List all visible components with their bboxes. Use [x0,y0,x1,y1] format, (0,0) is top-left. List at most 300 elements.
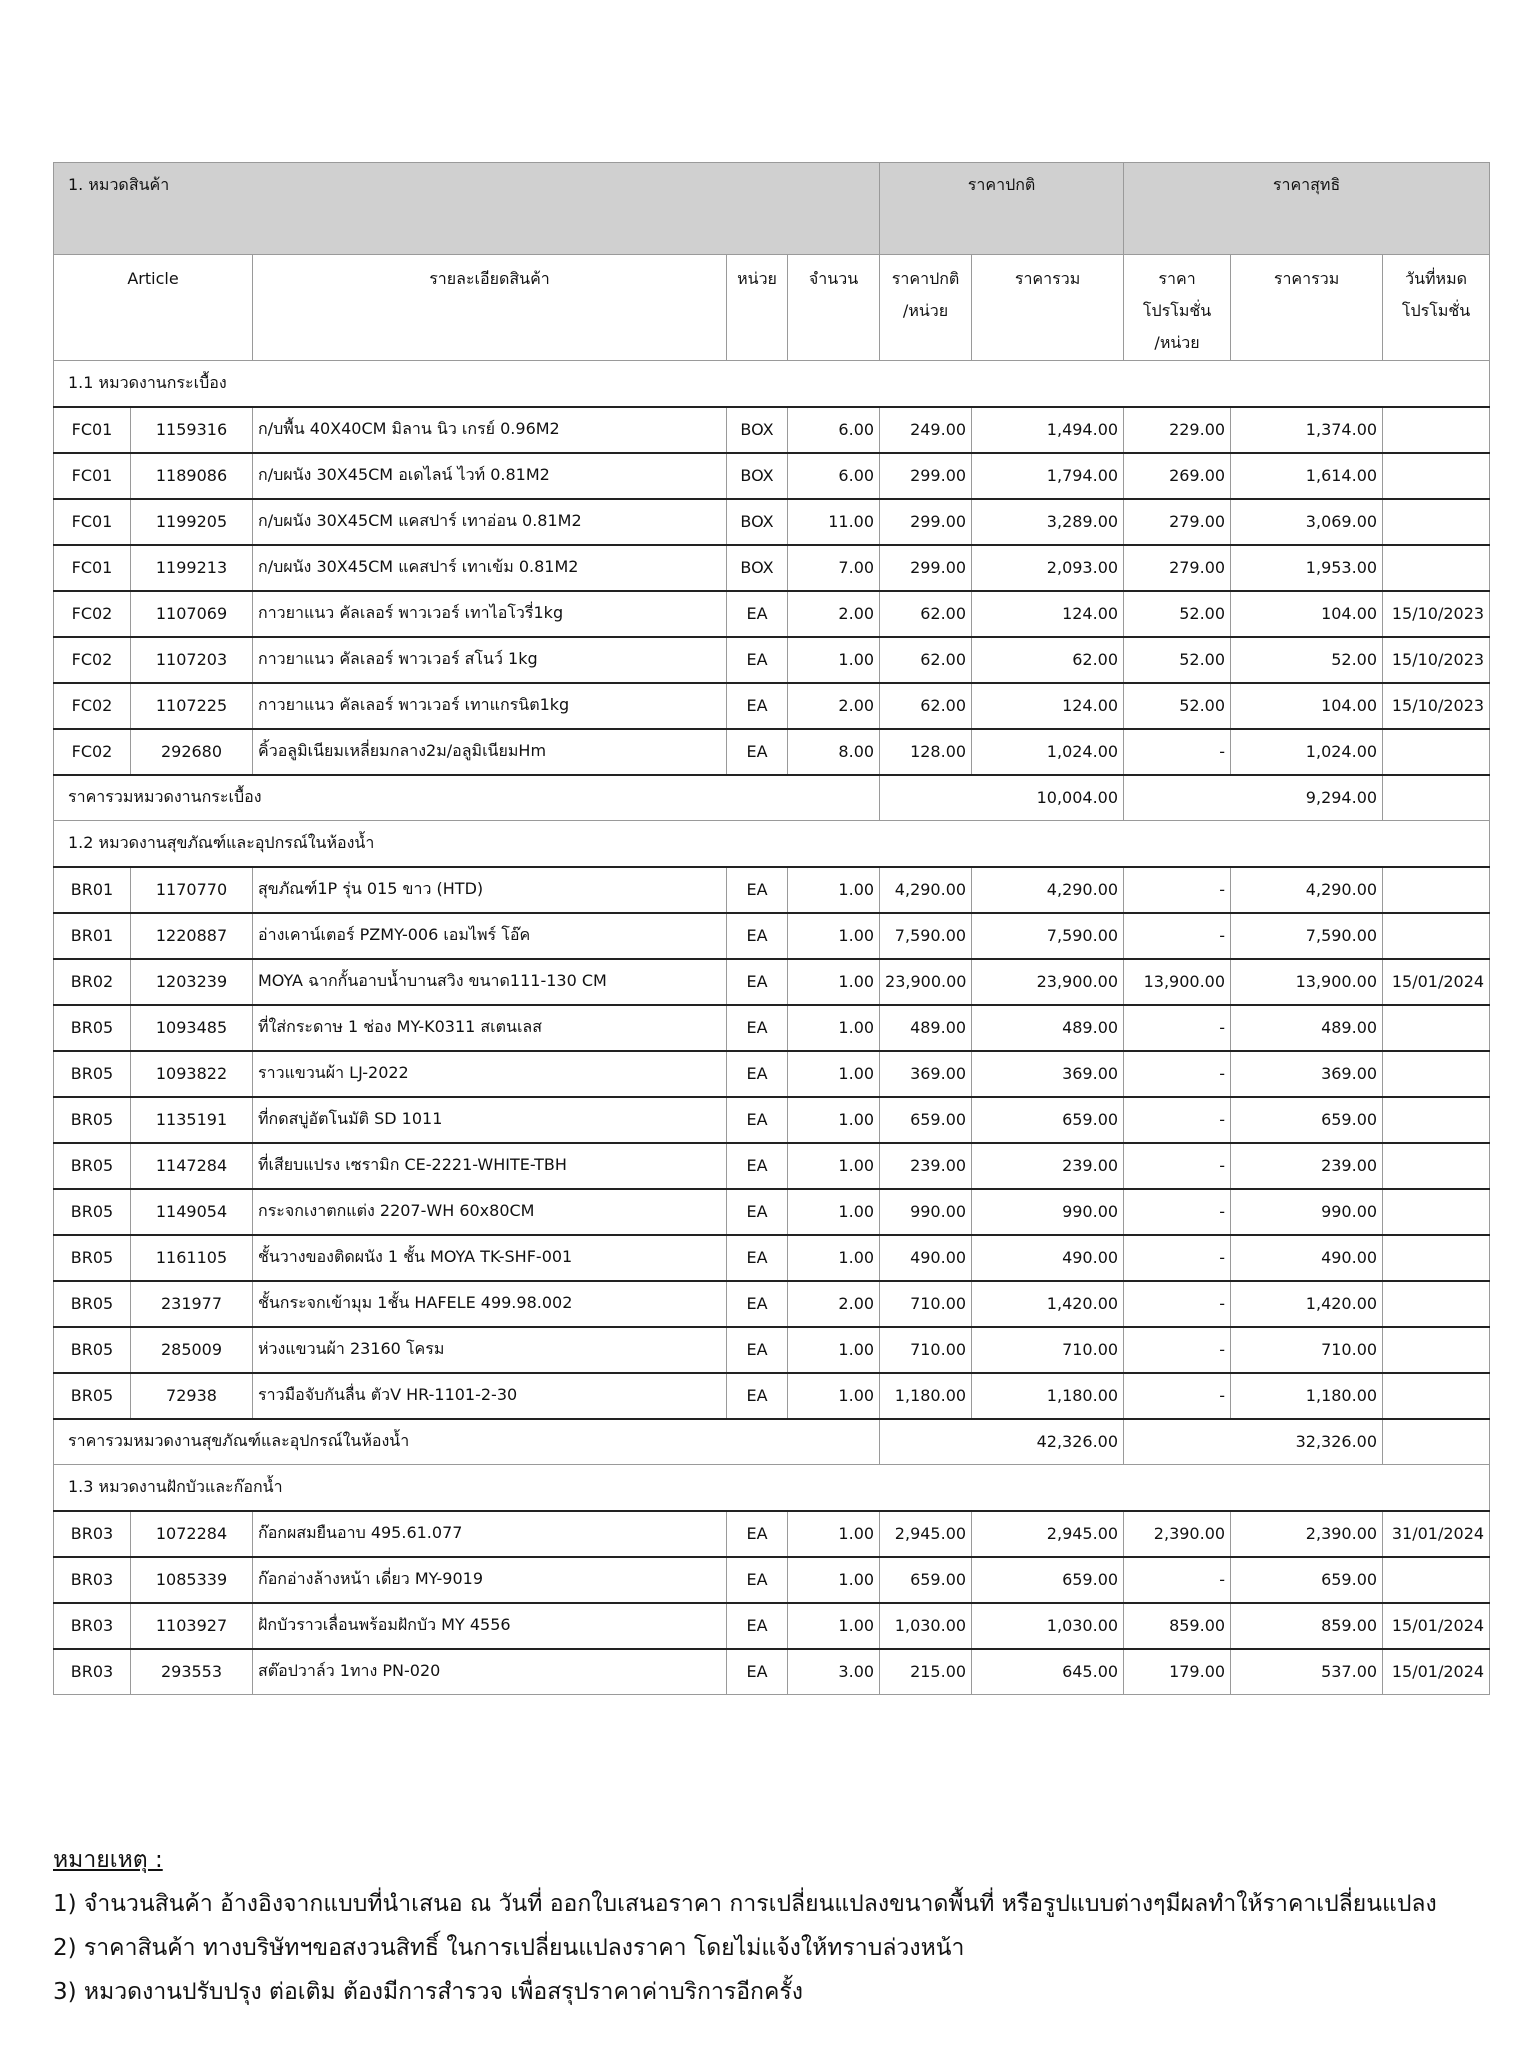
cell-total: 239.00 [972,1143,1124,1189]
cell-total: 490.00 [972,1235,1124,1281]
header-column-row [54,255,1490,361]
cell-net-total: 1,180.00 [1231,1373,1383,1419]
cell-promo-price: 2,390.00 [1124,1511,1231,1557]
cell-quantity: 8.00 [788,729,880,775]
section-title: 1.1 หมวดงานกระเบื้อง [54,361,1490,407]
cell-total: 62.00 [972,637,1124,683]
cell-code: FC02 [54,637,131,683]
cell-promo-end-date [1383,453,1490,499]
cell-total: 2,093.00 [972,545,1124,591]
cell-net-total: 3,069.00 [1231,499,1383,545]
cell-unit: EA [727,1603,788,1649]
cell-description: กระจกเงาตกแต่ง 2207-WH 60x80CM [253,1189,727,1235]
section-title-row [54,361,1490,407]
note-line-1: 1) จำนวนสินค้า อ้างอิงจากแบบที่นำเสนอ ณ วันที่ ออกใบเสนอราคา การเปลี่ยนแปลงขนาดพื้นที่ หรือรูปแบบต่างๆมีผลทำให้ราคาเปลี่ยนแปลง [53,1891,1437,1917]
cell-promo-end-date [1383,1189,1490,1235]
cell-unit: BOX [727,453,788,499]
cell-net-total: 1,420.00 [1231,1281,1383,1327]
cell-code: BR05 [54,1373,131,1419]
cell-quantity: 1.00 [788,1189,880,1235]
cell-promo-price: - [1124,867,1231,913]
cell-unit: EA [727,913,788,959]
cell-unit: EA [727,1557,788,1603]
cell-code: BR05 [54,1143,131,1189]
cell-code: BR02 [54,959,131,1005]
cell-promo-price: 279.00 [1124,545,1231,591]
cell-article: 1170770 [131,867,253,913]
subtotal-total: 10,004.00 [880,775,1124,821]
cell-article: 1161105 [131,1235,253,1281]
cell-promo-end-date [1383,545,1490,591]
subtotal-label: ราคารวมหมวดงานสุขภัณฑ์และอุปกรณ์ในห้องน้ำ [54,1419,880,1465]
cell-description: ก๊อกผสมยืนอาบ 495.61.077 [253,1511,727,1557]
header-net-total: ราคารวม [1231,255,1383,361]
cell-code: FC01 [54,453,131,499]
subtotal-total: 42,326.00 [880,1419,1124,1465]
cell-code: FC01 [54,499,131,545]
cell-total: 23,900.00 [972,959,1124,1005]
cell-total: 1,794.00 [972,453,1124,499]
note-line-2: 2) ราคาสินค้า ทางบริษัทฯขอสงวนสิทธิ์ ในการเปลี่ยนแปลงราคา โดยไม่แจ้งให้ทราบล่วงหน้า [53,1935,965,1961]
cell-description: ก/บผนัง 30X45CM อเดไลน์ ไวท์ 0.81M2 [253,453,727,499]
cell-unit-price: 299.00 [880,453,972,499]
cell-article: 1149054 [131,1189,253,1235]
cell-total: 645.00 [972,1649,1124,1695]
cell-net-total: 104.00 [1231,591,1383,637]
cell-article: 1072284 [131,1511,253,1557]
cell-description: ห่วงแขวนผ้า 23160 โครม [253,1327,727,1373]
cell-net-total: 4,290.00 [1231,867,1383,913]
cell-quantity: 11.00 [788,499,880,545]
cell-quantity: 7.00 [788,545,880,591]
table-row [54,637,1490,683]
cell-description: ก/บพื้น 40X40CM มิลาน นิว เกรย์ 0.96M2 [253,407,727,453]
cell-net-total: 710.00 [1231,1327,1383,1373]
cell-promo-end-date: 15/10/2023 [1383,591,1490,637]
table-row [54,1189,1490,1235]
subtotal-row [54,775,1490,821]
note-line-3: 3) หมวดงานปรับปรุง ต่อเติม ต้องมีการสำรวจ เพื่อสรุปราคาค่าบริการอีกครั้ง [53,1979,803,2005]
header-group-row [54,163,1490,255]
section-title-row [54,1465,1490,1511]
table-row [54,1143,1490,1189]
cell-promo-price: 269.00 [1124,453,1231,499]
cell-unit-price: 62.00 [880,683,972,729]
cell-code: BR03 [54,1649,131,1695]
cell-code: BR05 [54,1327,131,1373]
header-unit-price-line2: /หน่วย [902,301,949,320]
header-total: ราคารวม [972,255,1124,361]
table-row [54,407,1490,453]
table-row [54,591,1490,637]
table-row [54,913,1490,959]
cell-description: สต๊อปวาล์ว 1ทาง PN-020 [253,1649,727,1695]
cell-net-total: 1,614.00 [1231,453,1383,499]
cell-unit-price: 299.00 [880,499,972,545]
cell-total: 990.00 [972,1189,1124,1235]
cell-unit: EA [727,1097,788,1143]
table-row [54,1327,1490,1373]
cell-total: 124.00 [972,683,1124,729]
cell-promo-price: - [1124,1373,1231,1419]
cell-unit: BOX [727,499,788,545]
header-promo-line2: โปรโมชั่น [1142,301,1212,320]
cell-article: 285009 [131,1327,253,1373]
cell-total: 2,945.00 [972,1511,1124,1557]
cell-promo-price: - [1124,1281,1231,1327]
cell-total: 4,290.00 [972,867,1124,913]
cell-article: 1147284 [131,1143,253,1189]
cell-promo-price: - [1124,1143,1231,1189]
cell-unit-price: 23,900.00 [880,959,972,1005]
cell-unit-price: 4,290.00 [880,867,972,913]
cell-promo-price: - [1124,1189,1231,1235]
cell-code: BR03 [54,1511,131,1557]
quotation-table [53,162,1490,1695]
cell-net-total: 369.00 [1231,1051,1383,1097]
cell-promo-price: - [1124,1557,1231,1603]
cell-unit-price: 215.00 [880,1649,972,1695]
cell-total: 1,420.00 [972,1281,1124,1327]
cell-promo-end-date [1383,499,1490,545]
cell-article: 1159316 [131,407,253,453]
cell-article: 1093822 [131,1051,253,1097]
cell-promo-end-date [1383,1097,1490,1143]
cell-promo-end-date [1383,867,1490,913]
cell-article: 1203239 [131,959,253,1005]
header-promo-price [1124,255,1231,361]
table-row [54,1557,1490,1603]
cell-article: 231977 [131,1281,253,1327]
cell-article: 1085339 [131,1557,253,1603]
cell-description: ที่กดสบู่อัตโนมัติ SD 1011 [253,1097,727,1143]
subtotal-net-total: 9,294.00 [1124,775,1383,821]
cell-code: BR05 [54,1051,131,1097]
cell-description: ชั้นวางของติดผนัง 1 ชั้น MOYA TK-SHF-001 [253,1235,727,1281]
cell-code: BR01 [54,867,131,913]
cell-unit-price: 710.00 [880,1327,972,1373]
cell-quantity: 1.00 [788,867,880,913]
cell-article: 72938 [131,1373,253,1419]
cell-code: FC01 [54,407,131,453]
cell-unit: EA [727,867,788,913]
cell-promo-end-date [1383,913,1490,959]
cell-total: 124.00 [972,591,1124,637]
cell-unit: EA [727,1373,788,1419]
cell-total: 1,024.00 [972,729,1124,775]
cell-net-total: 13,900.00 [1231,959,1383,1005]
cell-unit: EA [727,1235,788,1281]
cell-total: 369.00 [972,1051,1124,1097]
cell-quantity: 1.00 [788,1373,880,1419]
cell-unit: EA [727,1189,788,1235]
cell-promo-end-date [1383,1051,1490,1097]
table-row [54,729,1490,775]
cell-promo-end-date [1383,1373,1490,1419]
cell-net-total: 659.00 [1231,1557,1383,1603]
cell-promo-price: - [1124,1097,1231,1143]
cell-promo-price: 52.00 [1124,591,1231,637]
cell-quantity: 1.00 [788,1603,880,1649]
cell-article: 1107225 [131,683,253,729]
cell-description: สุขภัณฑ์1P รุ่น 015 ขาว (HTD) [253,867,727,913]
cell-unit-price: 710.00 [880,1281,972,1327]
cell-code: BR01 [54,913,131,959]
cell-unit: BOX [727,407,788,453]
cell-description: ก/บผนัง 30X45CM แคสปาร์ เทาเข้ม 0.81M2 [253,545,727,591]
table-row [54,1649,1490,1695]
header-article: Article [54,255,253,361]
cell-unit-price: 659.00 [880,1557,972,1603]
cell-net-total: 1,374.00 [1231,407,1383,453]
cell-net-total: 990.00 [1231,1189,1383,1235]
cell-quantity: 1.00 [788,1051,880,1097]
cell-net-total: 239.00 [1231,1143,1383,1189]
cell-promo-end-date [1383,1557,1490,1603]
cell-total: 489.00 [972,1005,1124,1051]
header-promo-end-line2: โปรโมชั่น [1401,301,1471,320]
cell-article: 1135191 [131,1097,253,1143]
cell-quantity: 1.00 [788,1235,880,1281]
cell-unit: EA [727,1649,788,1695]
cell-unit: EA [727,1005,788,1051]
cell-promo-price: - [1124,1005,1231,1051]
cell-code: FC02 [54,591,131,637]
cell-promo-end-date: 15/01/2024 [1383,1649,1490,1695]
cell-article: 1107069 [131,591,253,637]
cell-unit: EA [727,1511,788,1557]
cell-unit-price: 369.00 [880,1051,972,1097]
table-row [54,1373,1490,1419]
cell-promo-price: 52.00 [1124,637,1231,683]
cell-promo-end-date: 31/01/2024 [1383,1511,1490,1557]
cell-promo-price: 52.00 [1124,683,1231,729]
table-row [54,1281,1490,1327]
cell-unit: EA [727,591,788,637]
cell-net-total: 1,024.00 [1231,729,1383,775]
cell-description: ก/บผนัง 30X45CM แคสปาร์ เทาอ่อน 0.81M2 [253,499,727,545]
notes-title: หมายเหตุ : [53,1847,163,1873]
cell-promo-price: 859.00 [1124,1603,1231,1649]
cell-promo-end-date [1383,1143,1490,1189]
cell-quantity: 2.00 [788,591,880,637]
header-normal-price: ราคาปกติ [880,163,1124,255]
cell-promo-end-date [1383,1327,1490,1373]
table-row [54,1603,1490,1649]
cell-description: MOYA ฉากกั้นอาบน้ำบานสวิง ขนาด111-130 CM [253,959,727,1005]
cell-unit-price: 1,030.00 [880,1603,972,1649]
cell-description: คิ้วอลูมิเนียมเหลี่ยมกลาง2ม/อลูมิเนียมHm [253,729,727,775]
subtotal-label: ราคารวมหมวดงานกระเบื้อง [54,775,880,821]
cell-code: BR05 [54,1005,131,1051]
cell-quantity: 2.00 [788,1281,880,1327]
header-promo-end [1383,255,1490,361]
cell-article: 1220887 [131,913,253,959]
section-title: 1.3 หมวดงานฝักบัวและก๊อกน้ำ [54,1465,1490,1511]
header-unit: หน่วย [727,255,788,361]
cell-code: BR05 [54,1189,131,1235]
table-row [54,545,1490,591]
cell-article: 1199213 [131,545,253,591]
table-row [54,1005,1490,1051]
cell-description: อ่างเคาน์เตอร์ PZMY-006 เอมไพร์ โอ๊ค [253,913,727,959]
header-description: รายละเอียดสินค้า [253,255,727,361]
cell-quantity: 1.00 [788,1511,880,1557]
cell-code: BR05 [54,1235,131,1281]
table-row [54,1051,1490,1097]
cell-article: 1093485 [131,1005,253,1051]
cell-unit: EA [727,1327,788,1373]
cell-unit-price: 128.00 [880,729,972,775]
cell-net-total: 537.00 [1231,1649,1383,1695]
cell-promo-end-date [1383,1235,1490,1281]
cell-description: ราวมือจับกันลื่น ตัวV HR-1101-2-30 [253,1373,727,1419]
cell-code: FC02 [54,729,131,775]
header-promo-line3: /หน่วย [1154,333,1200,352]
cell-promo-price: - [1124,1327,1231,1373]
cell-unit-price: 249.00 [880,407,972,453]
cell-description: กาวยาแนว คัลเลอร์ พาวเวอร์ สโนว์ 1kg [253,637,727,683]
cell-promo-end-date: 15/10/2023 [1383,637,1490,683]
cell-description: ที่ใส่กระดาษ 1 ช่อง MY-K0311 สเตนเลส [253,1005,727,1051]
cell-promo-end-date [1383,407,1490,453]
cell-unit-price: 490.00 [880,1235,972,1281]
cell-promo-price: 229.00 [1124,407,1231,453]
cell-net-total: 7,590.00 [1231,913,1383,959]
cell-total: 659.00 [972,1557,1124,1603]
cell-total: 1,180.00 [972,1373,1124,1419]
table-row [54,683,1490,729]
cell-unit: EA [727,729,788,775]
cell-article: 293553 [131,1649,253,1695]
cell-promo-price: - [1124,913,1231,959]
cell-total: 3,289.00 [972,499,1124,545]
cell-quantity: 6.00 [788,407,880,453]
header-promo-end-line1: วันที่หมด [1405,269,1468,288]
cell-promo-end-date: 15/10/2023 [1383,683,1490,729]
cell-unit-price: 1,180.00 [880,1373,972,1419]
cell-promo-price: 179.00 [1124,1649,1231,1695]
cell-net-total: 1,953.00 [1231,545,1383,591]
cell-net-total: 52.00 [1231,637,1383,683]
table-row [54,453,1490,499]
header-net-price: ราคาสุทธิ [1124,163,1490,255]
table-row [54,499,1490,545]
header-category: 1. หมวดสินค้า [54,163,880,255]
cell-net-total: 104.00 [1231,683,1383,729]
cell-quantity: 1.00 [788,1005,880,1051]
cell-promo-end-date [1383,729,1490,775]
cell-article: 1103927 [131,1603,253,1649]
cell-unit-price: 62.00 [880,637,972,683]
table-row [54,1235,1490,1281]
cell-promo-end-date [1383,1005,1490,1051]
cell-promo-price: - [1124,729,1231,775]
cell-promo-price: - [1124,1235,1231,1281]
cell-quantity: 1.00 [788,959,880,1005]
cell-net-total: 2,390.00 [1231,1511,1383,1557]
cell-article: 1199205 [131,499,253,545]
cell-quantity: 1.00 [788,1143,880,1189]
table-row [54,1511,1490,1557]
cell-promo-price: 279.00 [1124,499,1231,545]
cell-description: กาวยาแนว คัลเลอร์ พาวเวอร์ เทาแกรนิต1kg [253,683,727,729]
cell-net-total: 490.00 [1231,1235,1383,1281]
header-promo-line1: ราคา [1158,269,1196,288]
cell-unit: EA [727,1143,788,1189]
section-title: 1.2 หมวดงานสุขภัณฑ์และอุปกรณ์ในห้องน้ำ [54,821,1490,867]
cell-quantity: 1.00 [788,1097,880,1143]
header-quantity: จำนวน [788,255,880,361]
table-row [54,959,1490,1005]
cell-net-total: 489.00 [1231,1005,1383,1051]
cell-unit: EA [727,683,788,729]
cell-code: FC01 [54,545,131,591]
cell-promo-end-date: 15/01/2024 [1383,1603,1490,1649]
cell-quantity: 1.00 [788,913,880,959]
cell-quantity: 2.00 [788,683,880,729]
cell-unit: EA [727,637,788,683]
subtotal-empty-cell [1383,775,1490,821]
cell-promo-price: 13,900.00 [1124,959,1231,1005]
cell-article: 1189086 [131,453,253,499]
cell-code: BR05 [54,1281,131,1327]
cell-promo-price: - [1124,1051,1231,1097]
cell-code: BR03 [54,1557,131,1603]
cell-total: 1,494.00 [972,407,1124,453]
cell-article: 292680 [131,729,253,775]
header-unit-price [880,255,972,361]
cell-article: 1107203 [131,637,253,683]
cell-unit-price: 299.00 [880,545,972,591]
section-title-row [54,821,1490,867]
cell-unit-price: 7,590.00 [880,913,972,959]
cell-description: ที่เสียบแปรง เซรามิก CE-2221-WHITE-TBH [253,1143,727,1189]
notes-block [53,1838,1493,2014]
table-row [54,867,1490,913]
header-unit-price-line1: ราคาปกติ [891,269,960,288]
subtotal-row [54,1419,1490,1465]
cell-quantity: 6.00 [788,453,880,499]
cell-net-total: 859.00 [1231,1603,1383,1649]
cell-unit: EA [727,959,788,1005]
cell-total: 1,030.00 [972,1603,1124,1649]
cell-total: 7,590.00 [972,913,1124,959]
cell-unit-price: 2,945.00 [880,1511,972,1557]
cell-quantity: 3.00 [788,1649,880,1695]
cell-unit-price: 62.00 [880,591,972,637]
subtotal-net-total: 32,326.00 [1124,1419,1383,1465]
cell-description: ก๊อกอ่างล้างหน้า เดี่ยว MY-9019 [253,1557,727,1603]
cell-unit: EA [727,1281,788,1327]
cell-unit-price: 990.00 [880,1189,972,1235]
cell-code: FC02 [54,683,131,729]
cell-net-total: 659.00 [1231,1097,1383,1143]
cell-total: 659.00 [972,1097,1124,1143]
cell-code: BR03 [54,1603,131,1649]
cell-total: 710.00 [972,1327,1124,1373]
subtotal-empty-cell [1383,1419,1490,1465]
cell-unit-price: 489.00 [880,1005,972,1051]
cell-quantity: 1.00 [788,637,880,683]
cell-quantity: 1.00 [788,1557,880,1603]
cell-unit-price: 659.00 [880,1097,972,1143]
cell-description: ราวแขวนผ้า LJ-2022 [253,1051,727,1097]
cell-unit: EA [727,1051,788,1097]
cell-description: ชั้นกระจกเข้ามุม 1ชั้น HAFELE 499.98.002 [253,1281,727,1327]
cell-description: กาวยาแนว คัลเลอร์ พาวเวอร์ เทาไอโวรี่1kg [253,591,727,637]
cell-quantity: 1.00 [788,1327,880,1373]
